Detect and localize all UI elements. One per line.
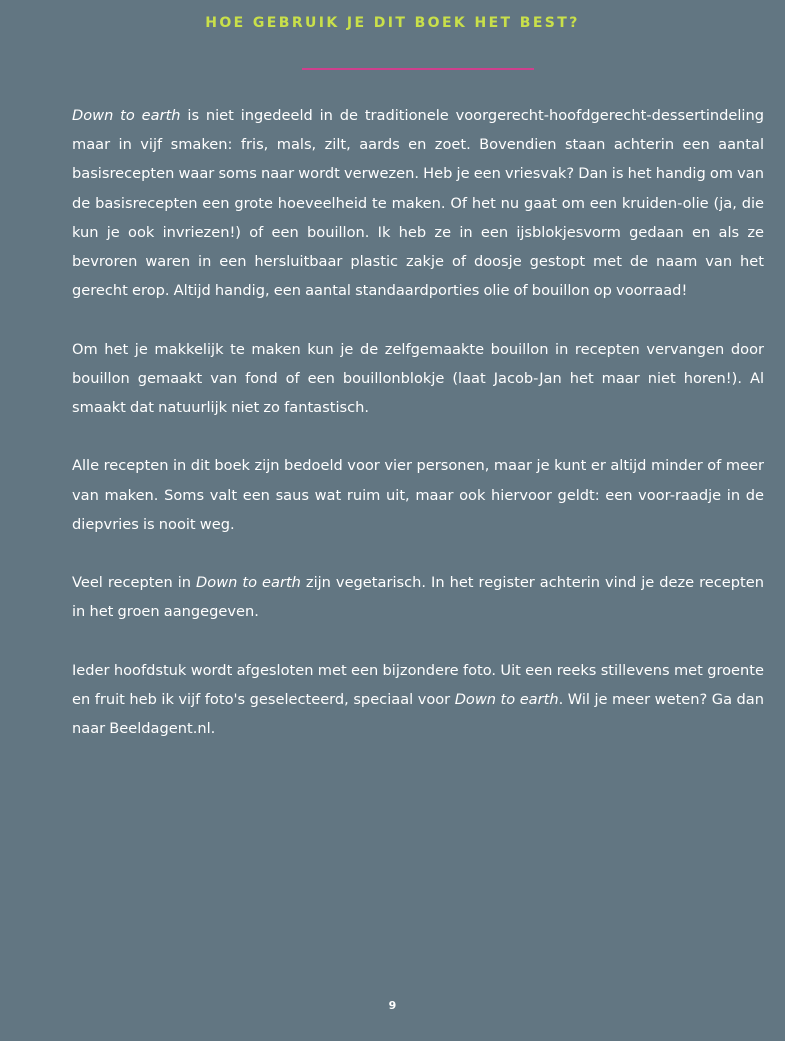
book-title-italic: Down to earth [196,574,301,592]
paragraph-2: Om het je makkelijk te maken kun je de zelfgemaakte bouillon in recepten vervangen door bouillon gemaakt van fond of een bouillonblokje (laat Jacob-Jan het maar niet horen!). Al smaakt dat natuurlijk niet zo fantastisch. [72,340,764,417]
paragraph-1-text: is niet ingedeeld in de traditionele voorgerecht-hoofdgerecht-dessertindeling maar in vijf smaken: fris, mals, zilt, aards en zoet. Bovendien staan achterin een aantal basisrecepten waar soms naar wordt verwezen. Heb je een vriesvak? Dan is het handig om van de basisrecepten een grote hoeveelheid te maken. Of het nu gaat om een kruiden-olie (ja, die kun je ook invriezen!) of een bouillon. Ik heb ze in een ijsblokjesvorm gedaan en als ze bevroren waren in een hersluitbaar plastic zakje of doosje gestopt met de naam van het gerecht erop. Altijd handig, een aantal standaardporties olie of bouillon op voorraad! [72,107,764,300]
paragraph-4-text-before: Veel recepten in [72,574,197,592]
page-heading: HOE GEBRUIK JE DIT BOEK HET BEST? [205,15,580,31]
paragraph-5-text-after: . Wil je meer weten? Ga dan naar Beeldagent.nl. [72,691,764,738]
book-title-italic: Down to earth [454,691,559,708]
body-text [72,101,764,743]
page-number: 9 [388,999,397,1012]
paragraph-5-text-before: Ieder hoofdstuk wordt afgesloten met een bijzondere foto. Uit een reeks stillevens met groente en fruit heb ik vijf foto's geselecteerd, speciaal voor [72,661,764,708]
book-title-italic: Down to earth [72,107,181,124]
heading-divider [302,68,534,70]
paragraph-4 [72,568,764,626]
paragraph-5 [72,656,764,744]
paragraph-4-text-after: zijn vegetarisch. In het register achterin vind je deze recepten in het groen aangegeven. [72,574,764,621]
paragraph-3: Alle recepten in dit boek zijn bedoeld voor vier personen, maar je kunt er altijd minder of meer van maken. Soms valt een saus wat ruim uit, maar ook hiervoor geldt: een voor-raadje in de diepvries is nooit weg. [72,457,764,533]
paragraph-1 [72,101,764,305]
